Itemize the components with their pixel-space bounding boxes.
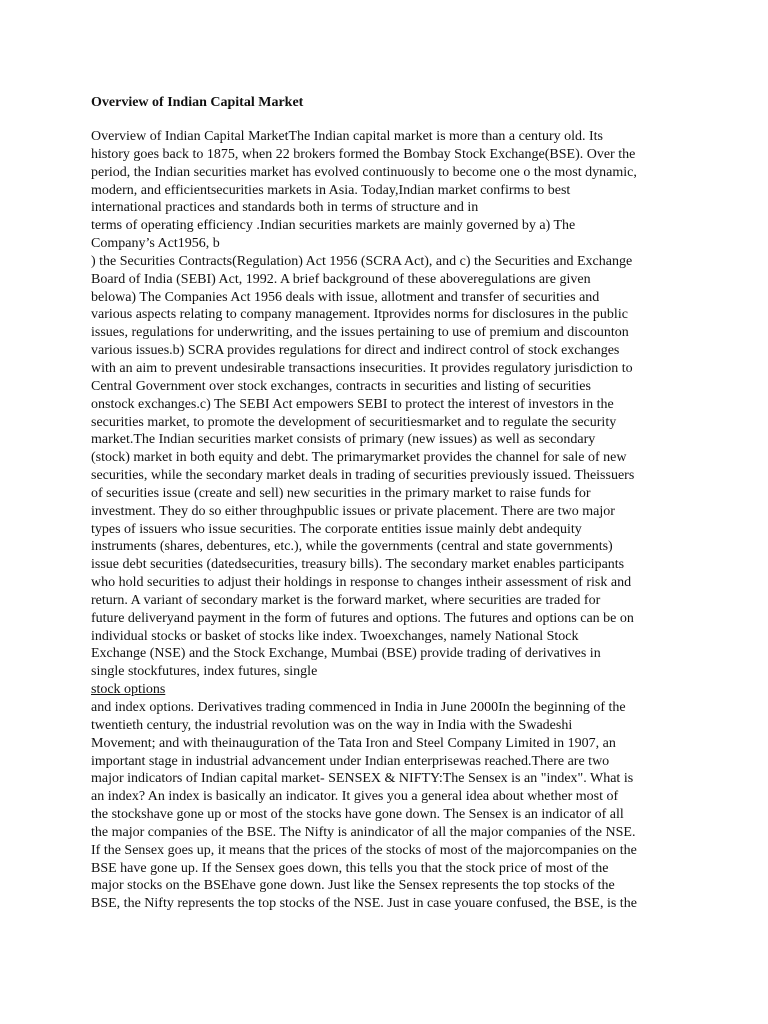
body-line: investment. They do so either throughpublic issues or private placement. There are two major: [91, 503, 615, 519]
body-line: Central Government over stock exchanges, contracts in securities and listing of securities: [91, 378, 591, 394]
body-line: history goes back to 1875, when 22 brokers formed the Bombay Stock Exchange(BSE). Over the: [91, 146, 636, 162]
body-line: [91, 681, 686, 699]
body-line: major indicators of Indian capital market- SENSEX & NIFTY:The Sensex is an "index". What is: [91, 771, 634, 787]
body-line: issues, regulations for underwriting, and the issues pertaining to use of premium and discounton: [91, 325, 629, 341]
body-line: ) the Securities Contracts(Regulation) Act 1956 (SCRA Act), and c) the Securities and Exchange: [91, 253, 633, 269]
body-line: return. A variant of secondary market is the forward market, where securities are traded for: [91, 592, 601, 608]
body-line: the major companies of the BSE. The Nifty is anindicator of all the major companies of the NSE.: [91, 824, 636, 840]
body-line: [91, 699, 686, 717]
body-line: Exchange (NSE) and the Stock Exchange, Mumbai (BSE) provide trading of derivatives in: [91, 646, 601, 662]
body-line: Board of India (SEBI) Act, 1992. A brief background of these aboveregulations are given: [91, 271, 591, 287]
body-line: future deliveryand payment in the form of futures and options. The futures and options can be on: [91, 610, 634, 626]
body-line: important stage in industrial advancement under Indian enterprisewas reached.There are two: [91, 753, 610, 769]
body-line: BSE have gone up. If the Sensex goes down, this tells you that the stock price of most of the: [91, 860, 609, 876]
body-line-text: and index options. Derivatives trading commenced in India in June 2000In the beginning of the: [91, 700, 626, 715]
body-line: BSE, the Nifty represents the top stocks of the NSE. Just in case youare confused, the BSE, is the: [91, 896, 637, 912]
body-line: various aspects relating to company management. Itprovides norms for disclosures in the public: [91, 307, 628, 323]
body-line: period, the Indian securities market has evolved continuously to become one o the most dynamic,: [91, 164, 637, 180]
body-line: issue debt securities (datedsecurities, treasury bills). The secondary market enables participants: [91, 557, 625, 573]
body-line: If the Sensex goes up, it means that the prices of the stocks of most of the majorcompanies on the: [91, 842, 637, 858]
body-line: belowa) The Companies Act 1956 deals with issue, allotment and transfer of securities and: [91, 289, 600, 305]
body-line: international practices and standards both in terms of structure and in: [91, 200, 479, 216]
stock-options-link[interactable]: stock options: [91, 682, 166, 698]
document-title: Overview of Indian Capital Market: [91, 95, 304, 110]
body-text: [91, 128, 686, 913]
body-line: terms of operating efficiency .Indian securities markets are mainly governed by a) The: [91, 218, 576, 234]
body-line: [91, 663, 686, 681]
body-line-text: single stockfutures, index futures, single: [91, 664, 318, 680]
body-line: market.The Indian securities market consists of primary (new issues) as well as secondary: [91, 432, 596, 448]
body-line: who hold securities to adjust their holdings in response to changes intheir assessment of risk and: [91, 575, 632, 591]
document-page: [91, 94, 686, 913]
body-line: twentieth century, the industrial revolution was on the way in India with the Swadeshi: [91, 717, 573, 733]
body-line: onstock exchanges.c) The SEBI Act empowers SEBI to protect the interest of investors in the: [91, 396, 614, 412]
body-line: types of issuers who issue securities. The corporate entities issue mainly debt andequity: [91, 521, 582, 537]
body-line: instruments (shares, debentures, etc.), while the governments (central and state governments): [91, 539, 613, 555]
body-line: securities market, to promote the development of securitiesmarket and to regulate the security: [91, 414, 617, 430]
body-line: Company’s Act1956, b: [91, 236, 220, 252]
body-line: major stocks on the BSEhave gone down. Just like the Sensex represents the top stocks of the: [91, 878, 615, 894]
body-line: of securities issue (create and sell) new securities in the primary market to raise funds for: [91, 485, 591, 501]
body-line: securities, while the secondary market deals in trading of securities previously issued. Theissuers: [91, 468, 635, 484]
body-line: Overview of Indian Capital MarketThe Indian capital market is more than a century old. Its: [91, 129, 603, 144]
body-line: individual stocks or basket of stocks like index. Twoexchanges, namely National Stock: [91, 628, 579, 644]
body-line: an index? An index is basically an indicator. It gives you a general idea about whether most of: [91, 789, 619, 805]
body-line: the stockshave gone up or most of the stocks have gone down. The Sensex is an indicator of all: [91, 807, 624, 823]
body-line: modern, and efficientsecurities markets in Asia. Today,Indian market confirms to best: [91, 182, 571, 198]
body-line: with an aim to prevent undesirable transactions insecurities. It provides regulatory jurisdiction to: [91, 360, 633, 376]
body-line: Movement; and with theinauguration of the Tata Iron and Steel Company Limited in 1907, an: [91, 735, 616, 751]
body-line: various issues.b) SCRA provides regulations for direct and indirect control of stock exchanges: [91, 343, 620, 359]
body-line: (stock) market in both equity and debt. The primarymarket provides the channel for sale of new: [91, 450, 627, 466]
